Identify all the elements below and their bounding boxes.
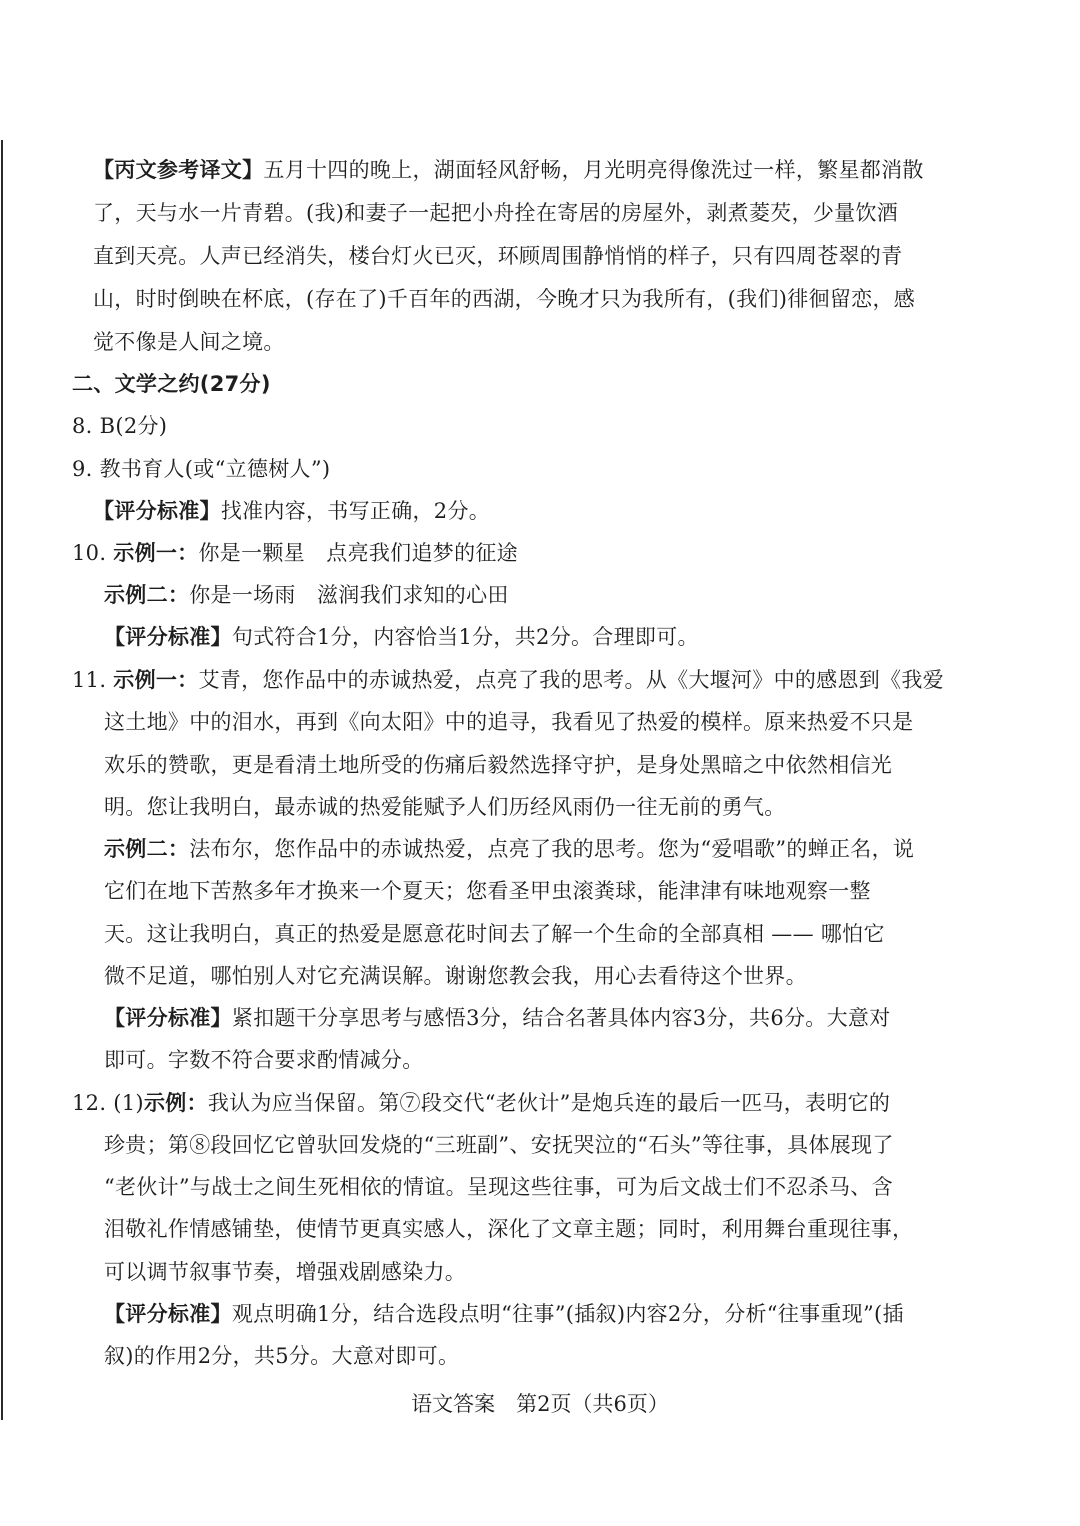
- criteria-label: 【评分标准】: [104, 625, 232, 649]
- translation-line-5: 觉不像是人间之境。: [93, 330, 285, 354]
- example-text: 你是一颗星 点亮我们追梦的征途: [198, 541, 518, 565]
- translation-label: 【丙文参考译文】: [93, 158, 264, 182]
- q12-line-5: 可以调节叙事节奏，增强戏剧感染力。: [104, 1260, 467, 1284]
- q11-example-2-line-3: 天。这让我明白，真正的热爱是愿意花时间去了解一个生命的全部真相 —— 哪怕它: [104, 922, 885, 946]
- example-text: 你是一场雨 滋润我们求知的心田: [189, 583, 509, 607]
- translation-text: 五月十四的晚上，湖面轻风舒畅，月光明亮得像洗过一样，繁星都消散: [263, 158, 924, 182]
- q12-line-4: 泪敬礼作情感铺垫，使情节更真实感人，深化了文章主题；同时，利用舞台重现往事，: [104, 1217, 914, 1241]
- q11-example-1-line-1: [72, 660, 944, 700]
- question-part: (1): [113, 1091, 144, 1115]
- q10-criteria: [104, 617, 699, 657]
- example-label: 示例二：: [104, 583, 190, 607]
- criteria-label: 【评分标准】: [93, 499, 221, 523]
- q12-line-3: “老伙计”与战士之间生死相依的情谊。呈现这些往事，可为后文战士们不忍杀马、含: [104, 1175, 893, 1199]
- q9-criteria: [93, 491, 490, 531]
- q11-criteria-line-1: [104, 998, 891, 1038]
- q11-example-1-line-3: 欢乐的赞歌，更是看清土地所受的伤痛后毅然选择守护，是身处黑暗之中依然相信光: [104, 753, 893, 777]
- example-label: 示例一：: [113, 668, 199, 692]
- q11-example-2-line-2: 它们在地下苦熬多年才换来一个夏天；您看圣甲虫滚粪球，能津津有味地观察一整: [104, 879, 871, 903]
- translation-line-2: 了，天与水一片青碧。(我)和妻子一起把小舟拴在寄居的房屋外，剥煮菱芡，少量饮酒: [93, 201, 899, 225]
- criteria-label: 【评分标准】: [104, 1302, 232, 1326]
- question-number: 12.: [72, 1091, 114, 1115]
- q12-line-1: [72, 1083, 890, 1123]
- example-text: 艾青，您作品中的赤诚热爱，点亮了我的思考。从《大堰河》中的感恩到《我爱: [198, 668, 944, 692]
- translation-line-4: 山，时时倒映在杯底，(存在了)千百年的西湖，今晚才只为我所有，(我们)徘徊留恋，感: [93, 287, 916, 311]
- q11-example-1-line-2: 这土地》中的泪水，再到《向太阳》中的追寻，我看见了热爱的模样。原来热爱不只是: [104, 710, 914, 734]
- criteria-text: 句式符合1分，内容恰当1分，共2分。合理即可。: [231, 625, 699, 649]
- question-number: 11.: [72, 668, 114, 692]
- criteria-text: 找准内容，书写正确，2分。: [220, 499, 491, 523]
- page-footer: 语文答案 第2页（共6页）: [411, 1392, 669, 1416]
- criteria-text: 观点明确1分，结合选段点明“往事”(插叙)内容2分，分析“往事重现”(插: [231, 1302, 904, 1326]
- q12-criteria-line-2: 叙)的作用2分，共5分。大意对即可。: [104, 1344, 460, 1368]
- q11-example-2-line-4: 微不足道，哪怕别人对它充满误解。谢谢您教会我，用心去看待这个世界。: [104, 964, 807, 988]
- section-title: 二、文学之约(27分): [72, 372, 271, 396]
- question-8: 8. B(2分): [72, 414, 168, 438]
- example-label: 示例：: [143, 1091, 208, 1115]
- q10-example-2: [104, 575, 509, 615]
- translation-line-1: [93, 150, 924, 190]
- example-label: 示例一：: [113, 541, 199, 565]
- q11-example-1-line-4: 明。您让我明白，最赤诚的热爱能赋予人们历经风雨仍一往无前的勇气。: [104, 795, 786, 819]
- example-text: 我认为应当保留。第⑦段交代“老伙计”是炮兵连的最后一匹马，表明它的: [207, 1091, 891, 1115]
- translation-line-3: 直到天亮。人声已经消失，楼台灯火已灭，环顾周围静悄悄的样子，只有四周苍翠的青: [93, 244, 903, 268]
- example-label: 示例二：: [104, 837, 190, 861]
- criteria-text: 紧扣题干分享思考与感悟3分，结合名著具体内容3分，共6分。大意对: [231, 1006, 891, 1030]
- criteria-label: 【评分标准】: [104, 1006, 232, 1030]
- q10-example-1: [72, 533, 518, 573]
- q11-example-2-line-1: [104, 829, 914, 869]
- q12-criteria-line-1: [104, 1294, 904, 1334]
- q11-criteria-line-2: 即可。字数不符合要求酌情减分。: [104, 1048, 424, 1072]
- example-text: 法布尔，您作品中的赤诚热爱，点亮了我的思考。您为“爱唱歌”的蝉正名，说: [189, 837, 915, 861]
- question-9: 9. 教书育人(或“立德树人”): [72, 457, 331, 481]
- question-number: 10.: [72, 541, 114, 565]
- q12-line-2: 珍贵；第⑧段回忆它曾驮回发烧的“三班副”、安抚哭泣的“石头”等往事，具体展现了: [104, 1133, 894, 1157]
